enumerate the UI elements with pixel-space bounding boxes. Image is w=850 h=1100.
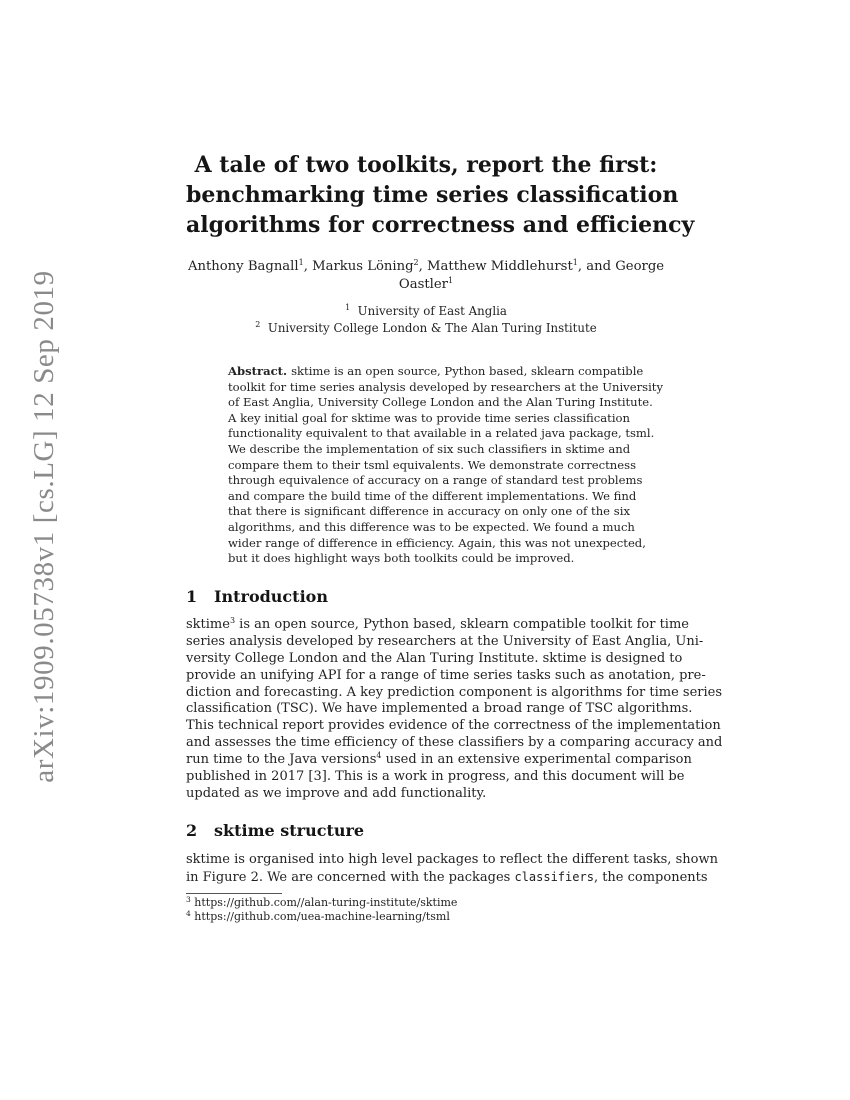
footnote-number: 3 [186, 895, 191, 904]
affiliation [186, 303, 666, 320]
abstract-line: We describe the implementation of six such classifiers in sktime and [228, 441, 631, 456]
introduction-paragraph [186, 616, 723, 803]
author-name: Anthony Bagnall [187, 259, 299, 274]
affiliation-marker: 2 [413, 258, 419, 267]
affiliation-marker: 1 [447, 276, 454, 285]
footnote-link[interactable]: https://github.com//alan-turing-institute/sktime [194, 896, 458, 909]
abstract-line: of East Anglia, University College London and the Alan Turing Institute. [228, 395, 653, 410]
author-name: , Markus Löning [303, 259, 414, 274]
section-title: sktime structure [214, 821, 365, 840]
author-list [186, 258, 666, 294]
paragraph-line [186, 869, 708, 886]
abstract-line: functionality equivalent to that available in a related java package, tsml. [228, 426, 655, 441]
affiliation-marker: 1 [298, 258, 304, 267]
abstract-line [228, 364, 644, 380]
abstract-line: wider range of difference in efficiency. Again, this was not unexpected, [228, 535, 646, 550]
paragraph-line: published in 2017 [3]. This is a work in progress, and this document will be [186, 769, 685, 785]
footnotes [186, 896, 666, 923]
code-classifiers: classifiers [514, 869, 594, 884]
footnote-link[interactable]: https://github.com/uea-machine-learning/tsml [194, 909, 450, 923]
section-heading-sktime-structure [186, 821, 364, 840]
abstract-line: but it does highlight ways both toolkits could be improved. [228, 551, 575, 566]
paragraph-line [186, 751, 692, 769]
section-number: 2 [186, 821, 198, 840]
abstract-line: that there is significant difference in accuracy on only one of the six [228, 504, 630, 519]
affiliation [186, 320, 666, 337]
arxiv-identifier-text: arXiv:1909.05738v1 [cs.LG] 12 Sep 2019 [27, 269, 60, 783]
author-line [186, 276, 666, 294]
author-line [186, 258, 666, 276]
paragraph-line: classification (TSC). We have implemented a broad range of TSC algorithms. [186, 701, 693, 717]
affiliation-name: University College London & The Alan Turing Institute [267, 321, 597, 335]
paper-title [186, 150, 695, 240]
paragraph-line: series analysis developed by researchers at the University of East Anglia, Uni- [186, 633, 704, 649]
abstract-label: Abstract. [228, 364, 288, 378]
text-fragment: is an open source, Python based, sklearn compatible toolkit for time [235, 617, 689, 632]
arxiv-identifier-stamp [22, 269, 66, 783]
affiliation-marker: 1 [572, 258, 578, 267]
abstract [228, 364, 663, 567]
paragraph-line: and assesses the time efficiency of these classifiers by a comparing accuracy and [186, 735, 723, 751]
section-number: 1 [186, 587, 198, 606]
author-name: Oastler [398, 277, 448, 292]
affiliation-number: 2 [255, 320, 261, 329]
footnote [186, 896, 666, 910]
abstract-line: compare them to their tsml equivalents. We demonstrate correctness [228, 457, 637, 472]
title-line: algorithms for correctness and efficiency [186, 212, 695, 238]
structure-paragraph [186, 852, 718, 886]
text-fragment: , the components [593, 869, 708, 885]
paragraph-line: versity College London and the Alan Turing Institute. sktime is designed to [186, 650, 683, 666]
abstract-text: sktime is an open source, Python based, sklearn compatible [291, 364, 644, 378]
paragraph-line: sktime is organised into high level packages to reflect the different tasks, shown [186, 852, 718, 867]
text-fragment: in Figure 2. We are concerned with the packages [186, 869, 515, 885]
abstract-line: algorithms, and this difference was to be expected. We found a much [228, 519, 635, 534]
paragraph-line: provide an unifying API for a range of time series tasks such as anotation, pre- [186, 667, 706, 683]
footnote-number: 4 [186, 908, 191, 918]
affiliation-list [186, 303, 666, 337]
title-line: benchmarking time series classification [186, 182, 679, 208]
author-name: , and George [577, 259, 665, 274]
abstract-line: and compare the build time of the different implementations. We find [228, 488, 637, 503]
footnote-marker: 4 [376, 751, 382, 761]
paragraph-line: updated as we improve and add functionality. [186, 785, 487, 801]
abstract-line: A key initial goal for sktime was to provide time series classification [228, 410, 630, 425]
section-heading-introduction [186, 587, 328, 606]
abstract-line: toolkit for time series analysis developed by researchers at the University [228, 379, 663, 394]
footnote [186, 910, 666, 924]
paragraph-line: diction and forecasting. A key prediction component is algorithms for time series [186, 684, 723, 700]
footnote-marker: 3 [229, 616, 236, 625]
text-fragment: sktime [186, 617, 230, 632]
paragraph-line [186, 616, 689, 634]
text-fragment: used in an extensive experimental comparison [381, 752, 692, 768]
section-title: Introduction [214, 587, 328, 606]
affiliation-number: 1 [345, 303, 351, 312]
text-fragment: run time to the Java versions [186, 752, 377, 768]
title-line: A tale of two toolkits, report the first: [194, 152, 658, 178]
abstract-line: through equivalence of accuracy on a range of standard test problems [228, 473, 643, 488]
affiliation-name: University of East Anglia [357, 304, 507, 318]
author-name: , Matthew Middlehurst [418, 259, 573, 274]
paragraph-line: This technical report provides evidence of the correctness of the implementation [186, 718, 721, 734]
footnote-divider [186, 893, 282, 894]
